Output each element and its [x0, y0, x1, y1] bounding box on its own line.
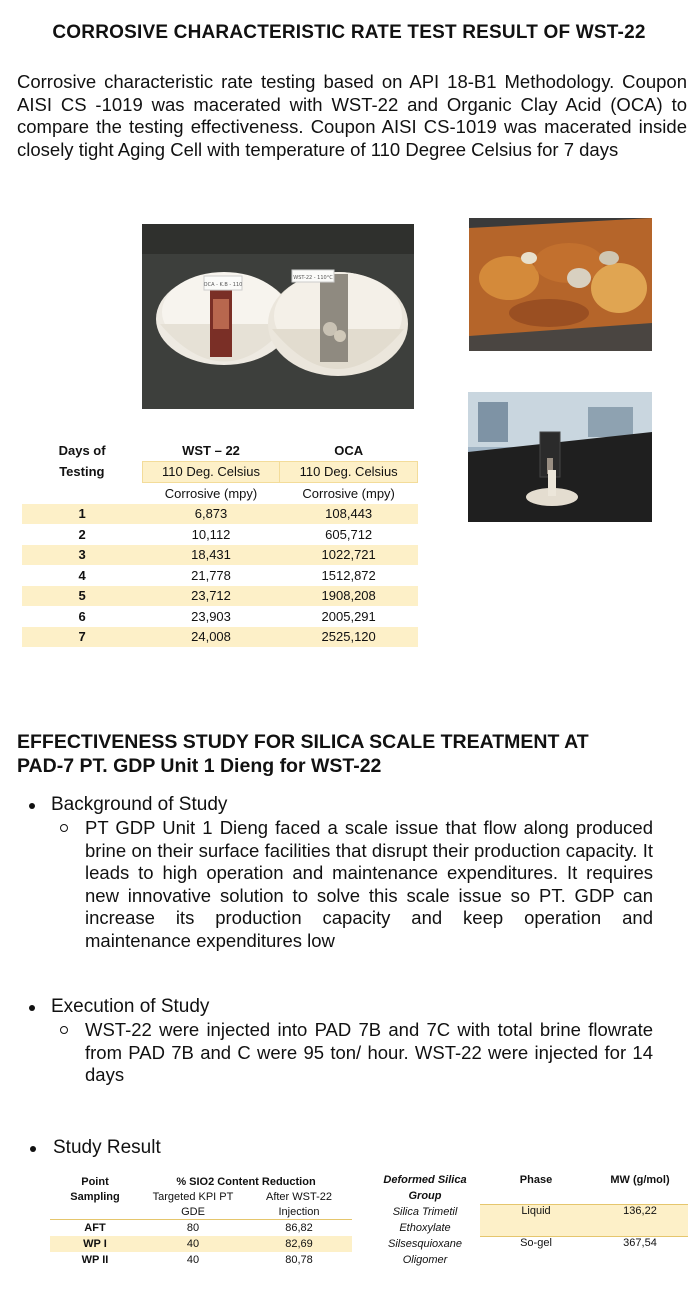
kpi-value: 40: [140, 1236, 246, 1252]
mw-header: MW (g/mol): [610, 1174, 670, 1186]
sub-bullet-circle: [60, 1026, 68, 1034]
phase-header: Phase: [519, 1174, 553, 1186]
section-title-corrosive: CORROSIVE CHARACTERISTIC RATE TEST RESULT OF WST-22: [52, 22, 646, 43]
days-header-line1: Days of: [58, 443, 106, 458]
table-row: [22, 627, 418, 648]
day-cell: 6: [78, 608, 86, 624]
table-row: [22, 586, 418, 607]
execution-text: WST-22 were injected into PAD 7B and 7C with total brine flowrate from PAD 7B and C were 95 ton/ hour. WST-22 were injected for 14 days: [85, 1019, 653, 1085]
bullet-dot: [29, 803, 35, 809]
oca-header: OCA: [334, 442, 364, 458]
point-cell: AFT: [50, 1220, 140, 1237]
point-cell: WP II: [81, 1254, 109, 1266]
kpi-value: 40: [186, 1254, 200, 1266]
oca-value: 2525,120: [280, 627, 418, 648]
table-row: [22, 545, 418, 566]
after-header-line1: After WST-22: [265, 1190, 333, 1203]
oca-value: 605,712: [325, 526, 373, 542]
table-row: [370, 1236, 688, 1252]
wst-value: 23,712: [142, 586, 280, 607]
day-cell: 3: [22, 545, 142, 566]
photo-rusted-coupon: [469, 218, 652, 351]
wst22-unit-label: Corrosive (mpy): [164, 485, 258, 501]
table-row: [370, 1204, 688, 1220]
oca-temp-label: 110 Deg. Celsius: [280, 461, 418, 483]
group-line2: Oligomer: [402, 1254, 448, 1266]
table-row: [50, 1252, 352, 1268]
wst22-temp-label: 110 Deg. Celsius: [142, 461, 280, 483]
photo-coupons-in-bowls: [142, 224, 414, 409]
after-value: 86,82: [246, 1220, 352, 1237]
corrosive-description: Corrosive characteristic rate testing based on API 18-B1 Methodology. Coupon AISI CS -1019 was macerated with WST-22 and Organic Clay Acid (OCA) to compare the testing effectiveness. Coupon AISI CS-1019 was macerated inside closely tight Aging Cell with temperature of 110 Degree Celsius for 7 days: [17, 71, 687, 160]
oca-value: 1022,721: [280, 545, 418, 566]
photo-stand-svg: [468, 392, 652, 522]
group-header-line1: Deformed Silica: [383, 1174, 467, 1186]
group-line1: Silica Trimetil: [392, 1206, 458, 1218]
oca-value: 1512,872: [321, 567, 376, 583]
sio2-reduction-table: [50, 1174, 352, 1268]
table-row: [22, 504, 418, 525]
photo-coupons-svg: [142, 224, 414, 409]
table-row: [50, 1236, 352, 1252]
photo-coupon-on-stand: [468, 392, 652, 522]
oca-value: 108,443: [280, 504, 418, 525]
bullet-background-label: Background of Study: [51, 794, 228, 815]
background-text: PT GDP Unit 1 Dieng faced a scale issue that flow along produced brine on their surface facilities that disrupt their production capacity. It leads to high operation and maintenance expenditures. It requires new innovative solution to solve this scale issue so PT. GDP can increase its production capacity and keep operation and maintenance expenditures low: [85, 817, 653, 951]
bullet-dot: [30, 1146, 36, 1152]
table-row: [22, 565, 418, 586]
point-cell: WP I: [50, 1236, 140, 1252]
group-line2: Ethoxylate: [399, 1222, 451, 1234]
silica-group-table: [370, 1172, 688, 1268]
wst22-header: WST – 22: [182, 442, 240, 458]
oca-value: 1908,208: [280, 586, 418, 607]
table-row: [22, 606, 418, 627]
wst-value: 18,431: [142, 545, 280, 566]
oca-value: 2005,291: [321, 608, 376, 624]
table-row: [50, 1220, 352, 1237]
sio2-group-header: % SIO2 Content Reduction: [176, 1175, 316, 1188]
effectiveness-title-line2: PAD-7 PT. GDP Unit 1 Dieng for WST-22: [17, 755, 382, 777]
wst-value: 23,903: [191, 608, 231, 624]
kpi-value: 80: [140, 1220, 246, 1237]
mw-value: 367,54: [592, 1236, 688, 1268]
bullet-dot: [29, 1005, 35, 1011]
point-header-line2: Sampling: [70, 1190, 120, 1203]
mw-value: 136,22: [592, 1204, 688, 1236]
kpi-header-line2: GDE: [181, 1205, 205, 1218]
right-coupon-label: WST-22 - 110°C: [293, 275, 333, 281]
kpi-header-line1: Targeted KPI PT: [152, 1190, 234, 1203]
section-title-effectiveness: [17, 730, 687, 778]
day-cell: 7: [22, 627, 142, 648]
table-row: [22, 524, 418, 545]
day-cell: 4: [78, 567, 86, 583]
after-header-line2: Injection: [278, 1205, 320, 1218]
after-value: 80,78: [285, 1254, 313, 1266]
day-cell: 1: [22, 504, 142, 525]
point-header-line1: Point: [81, 1175, 109, 1188]
day-cell: 5: [22, 586, 142, 607]
days-header-line2: Testing: [59, 464, 105, 480]
wst-value: 21,778: [191, 567, 231, 583]
group-header-line2: Group: [408, 1190, 442, 1202]
sub-bullet-circle: [60, 824, 68, 832]
group-line1: Silsesquioxane: [388, 1238, 462, 1250]
effectiveness-title-line1: EFFECTIVENESS STUDY FOR SILICA SCALE TREATMENT AT: [17, 731, 589, 753]
wst-value: 10,112: [191, 526, 231, 542]
oca-unit-label: Corrosive (mpy): [302, 485, 395, 501]
day-cell: 2: [78, 526, 86, 542]
bullet-result-label: Study Result: [53, 1137, 161, 1158]
bullet-execution-label: Execution of Study: [51, 996, 210, 1017]
wst-value: 6,873: [142, 504, 280, 525]
after-value: 82,69: [246, 1236, 352, 1252]
left-coupon-label: OCA - K.B - 110: [203, 282, 243, 288]
phase-value: So-gel: [480, 1236, 592, 1268]
wst-value: 24,008: [142, 627, 280, 648]
phase-value: Liquid: [480, 1204, 592, 1236]
corrosion-rate-table: [22, 440, 418, 647]
photo-rusted-svg: [469, 218, 652, 351]
